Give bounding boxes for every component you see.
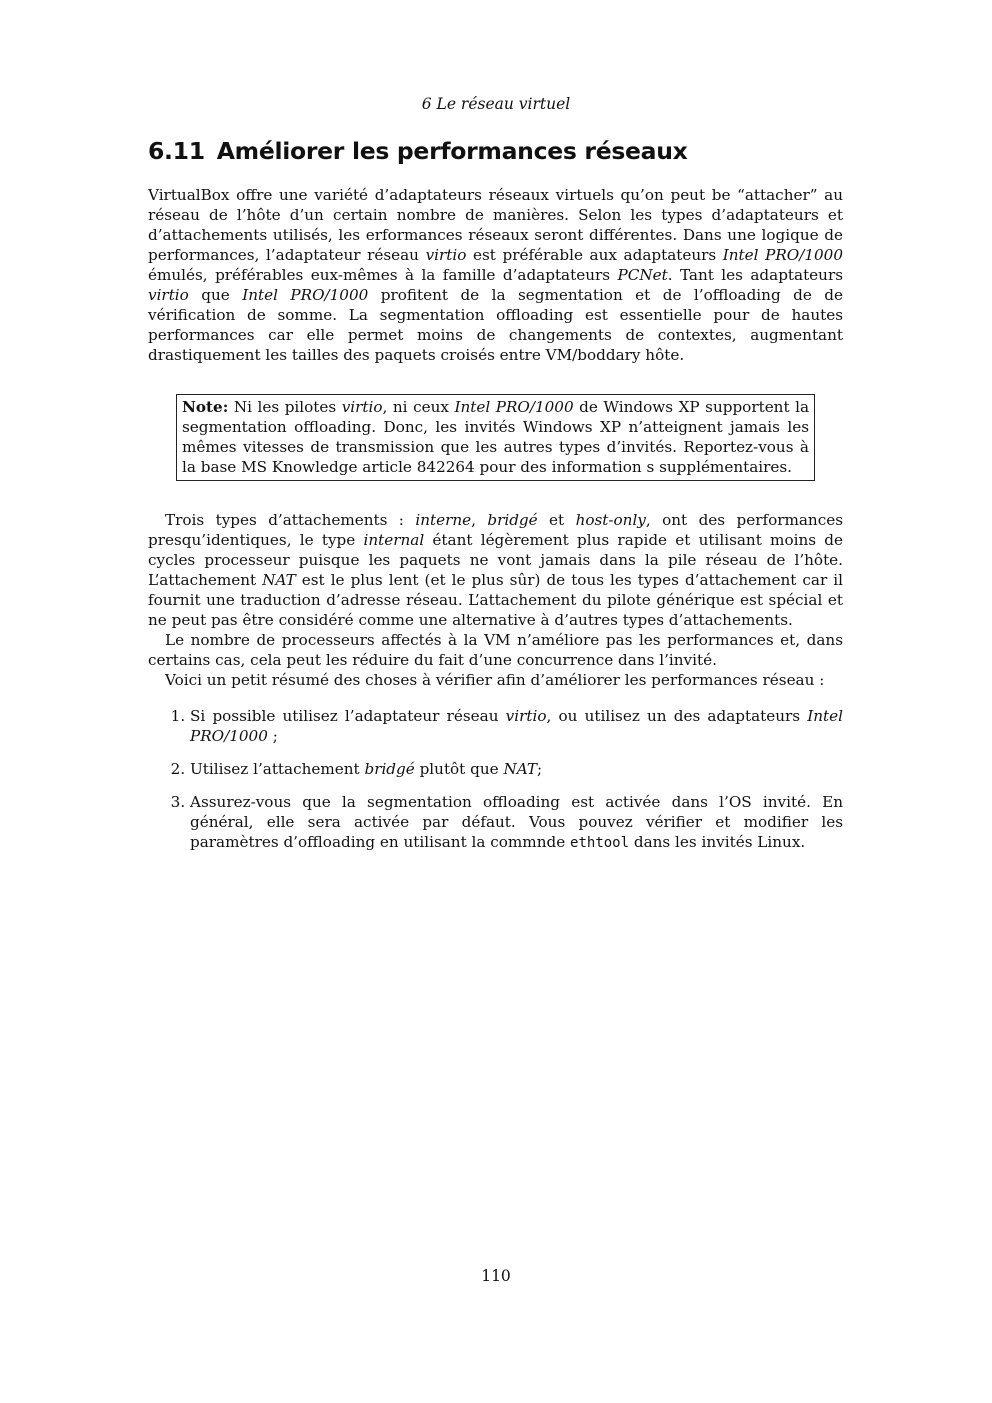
text-run: , ont des performances presqu’identiques, le type [148, 511, 844, 549]
italic-term: bridgé [487, 511, 538, 529]
text-run: étant légèrement plus rapide et utilisant moins de cycles processeur puisque les paquets ne vont jamais dans la pile réseau de l’hôte. L’attachement [148, 531, 843, 589]
section-heading [148, 136, 843, 166]
tips-list [148, 706, 843, 853]
text-run: plutôt que [414, 760, 504, 778]
summary-paragraph: Voici un petit résumé des choses à vérifier afin d’améliorer les performances réseau : [165, 671, 825, 689]
text-run: et [537, 511, 576, 529]
italic-term: bridgé [364, 760, 415, 778]
command-code: ethtool [570, 835, 630, 851]
italic-term: virtio [505, 707, 547, 725]
text-run: . Tant les adaptateurs [667, 266, 844, 284]
cpu-paragraph: Le nombre de processeurs affectés à la VM n’améliore pas les performances et, dans certains cas, cela peut les réduire du fait d’une concurrence dans l’invité. [148, 631, 843, 669]
text-run: , ou utilisez un des adaptateurs [546, 707, 808, 725]
list-item [190, 706, 843, 746]
italic-term: Intel PRO/1000 [242, 286, 369, 304]
italic-term: virtio [341, 398, 383, 416]
italic-term: host-only [575, 511, 646, 529]
text-run: de Windows XP supportent la segmentation offloading. Donc, les invités Windows XP n’atteignent jamais les mêmes vitesses de transmission que les autres types d’invités. Reportez-vous à la base MS Knowledge article 842264 pour des information s supplémentaires. [182, 398, 810, 476]
italic-term: interne [415, 511, 472, 529]
italic-term: Intel PRO/1000 [454, 398, 574, 416]
text-run: Ni les pilotes [228, 398, 342, 416]
list-item [190, 792, 843, 853]
text-run: profitent de la segmentation et de l’offloading de de vérification de somme. La segmentation offloading est essentielle pour de hautes performances car elle permet moins de changements de contextes, augmentant drastiquement les tailles des paquets croisés entre VM/boddary hôte. [148, 286, 844, 364]
note-label: Note: [182, 398, 229, 416]
text-run: ; [537, 760, 543, 778]
running-header: 6 Le réseau virtuel [421, 95, 571, 113]
text-run: Utilisez l’attachement [190, 760, 365, 778]
attachment-paragraph [148, 510, 843, 630]
italic-term: internal [363, 531, 425, 549]
text-run: dans les invités Linux. [629, 833, 806, 851]
text-run: Trois types d’attachements : [165, 511, 416, 529]
section-number: 6.11 [148, 137, 205, 165]
italic-term: Intel PRO/1000 [190, 707, 843, 745]
italic-term: virtio [425, 246, 467, 264]
page-content [148, 136, 843, 866]
note-box [176, 394, 815, 481]
text-run: ; [267, 727, 278, 745]
page-number: 110 [481, 1267, 511, 1285]
text-run: est préférable aux adaptateurs [466, 246, 723, 264]
italic-term: Intel PRO/1000 [722, 246, 843, 264]
text-run: que [188, 286, 243, 304]
italic-term: virtio [148, 286, 189, 304]
list-item [190, 759, 843, 779]
text-run: Assurez-vous que la segmentation offloading est activée dans l’OS invité. En général, elle sera activée par défaut. Vous pouvez vérifier et modifier les paramètres d’offloading en utilisant la commnde [190, 793, 843, 851]
italic-term: NAT [262, 571, 296, 589]
text-run: émulés, préférables eux-mêmes à la famille d’adaptateurs [148, 266, 618, 284]
section-title: Améliorer les performances réseaux [216, 137, 688, 165]
text-run: est le plus lent (et le plus sûr) de tous les types d’attachement car il fournit une traduction d’adresse réseau. L’attachement du pilote générique est spécial et ne peut pas être considéré comme une alternative à d’autres types d’attachements. [148, 571, 843, 629]
text-run: Si possible utilisez l’adaptateur réseau [190, 707, 506, 725]
text-run: , ni ceux [382, 398, 455, 416]
italic-term: PCNet [617, 266, 668, 284]
italic-term: NAT [503, 760, 537, 778]
intro-paragraph [148, 185, 843, 365]
text-run: , [471, 511, 488, 529]
text-run: VirtualBox offre une variété d’adaptateurs réseaux virtuels qu’on peut be “attacher” au réseau de l’hôte d’un certain nombre de manières. Selon les types d’adaptateurs et d’attachements utilisés, les erformances réseaux seront différentes. Dans une logique de performances, l’adaptateur réseau [148, 186, 843, 264]
